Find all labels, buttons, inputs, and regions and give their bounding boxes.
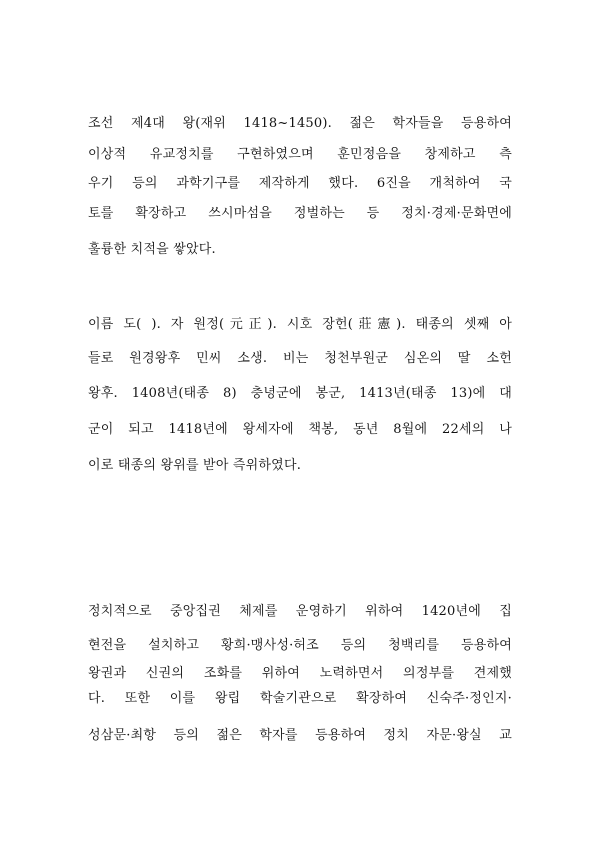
paragraph-line: 이상적 유교정치를 구현하였으며 훈민정음을 창제하고 측 (88, 147, 512, 162)
paragraph-line: 정치적으로 중앙집권 체제를 운영하기 위하여 1420년에 집 (88, 604, 512, 619)
paragraph-line: 훌륭한 치적을 쌓았다. (88, 242, 216, 257)
paragraph-line: 현전을 설치하고 황희·맹사성·허조 등의 청백리를 등용하여 (88, 638, 512, 653)
paragraph-line: 성삼문·최항 등의 젊은 학자를 등용하여 정치 자문·왕실 교 (88, 728, 512, 743)
paragraph-line: 토를 확장하고 쓰시마섬을 정벌하는 등 정치·경제·문화면에 (88, 206, 512, 221)
paragraph-line: 왕후. 1408년(태종 8) 충녕군에 봉군, 1413년(태종 13)에 대 (88, 386, 512, 401)
paragraph-line: 왕권과 신권의 조화를 위하여 노력하면서 의정부를 견제했 (88, 666, 512, 681)
paragraph-line: 군이 되고 1418년에 왕세자에 책봉, 동년 8월에 22세의 나 (88, 422, 512, 437)
paragraph-line: 조선 제4대 왕(재위 1418~1450). 젊은 학자들을 등용하여 (88, 116, 512, 131)
paragraph-line: 다. 또한 이를 왕립 학술기관으로 확장하여 신숙주·정인지· (88, 691, 512, 706)
paragraph-line: 이름 도( ). 자 원정(元正). 시호 장헌(莊憲). 태종의 셋째 아 (88, 317, 512, 332)
paragraph-line: 이로 태종의 왕위를 받아 즉위하였다. (88, 458, 302, 473)
paragraph-line: 우기 등의 과학기구를 제작하게 했다. 6진을 개척하여 국 (88, 176, 512, 191)
paragraph-line: 들로 원경왕후 민씨 소생. 비는 청천부원군 심온의 딸 소헌 (88, 351, 512, 366)
